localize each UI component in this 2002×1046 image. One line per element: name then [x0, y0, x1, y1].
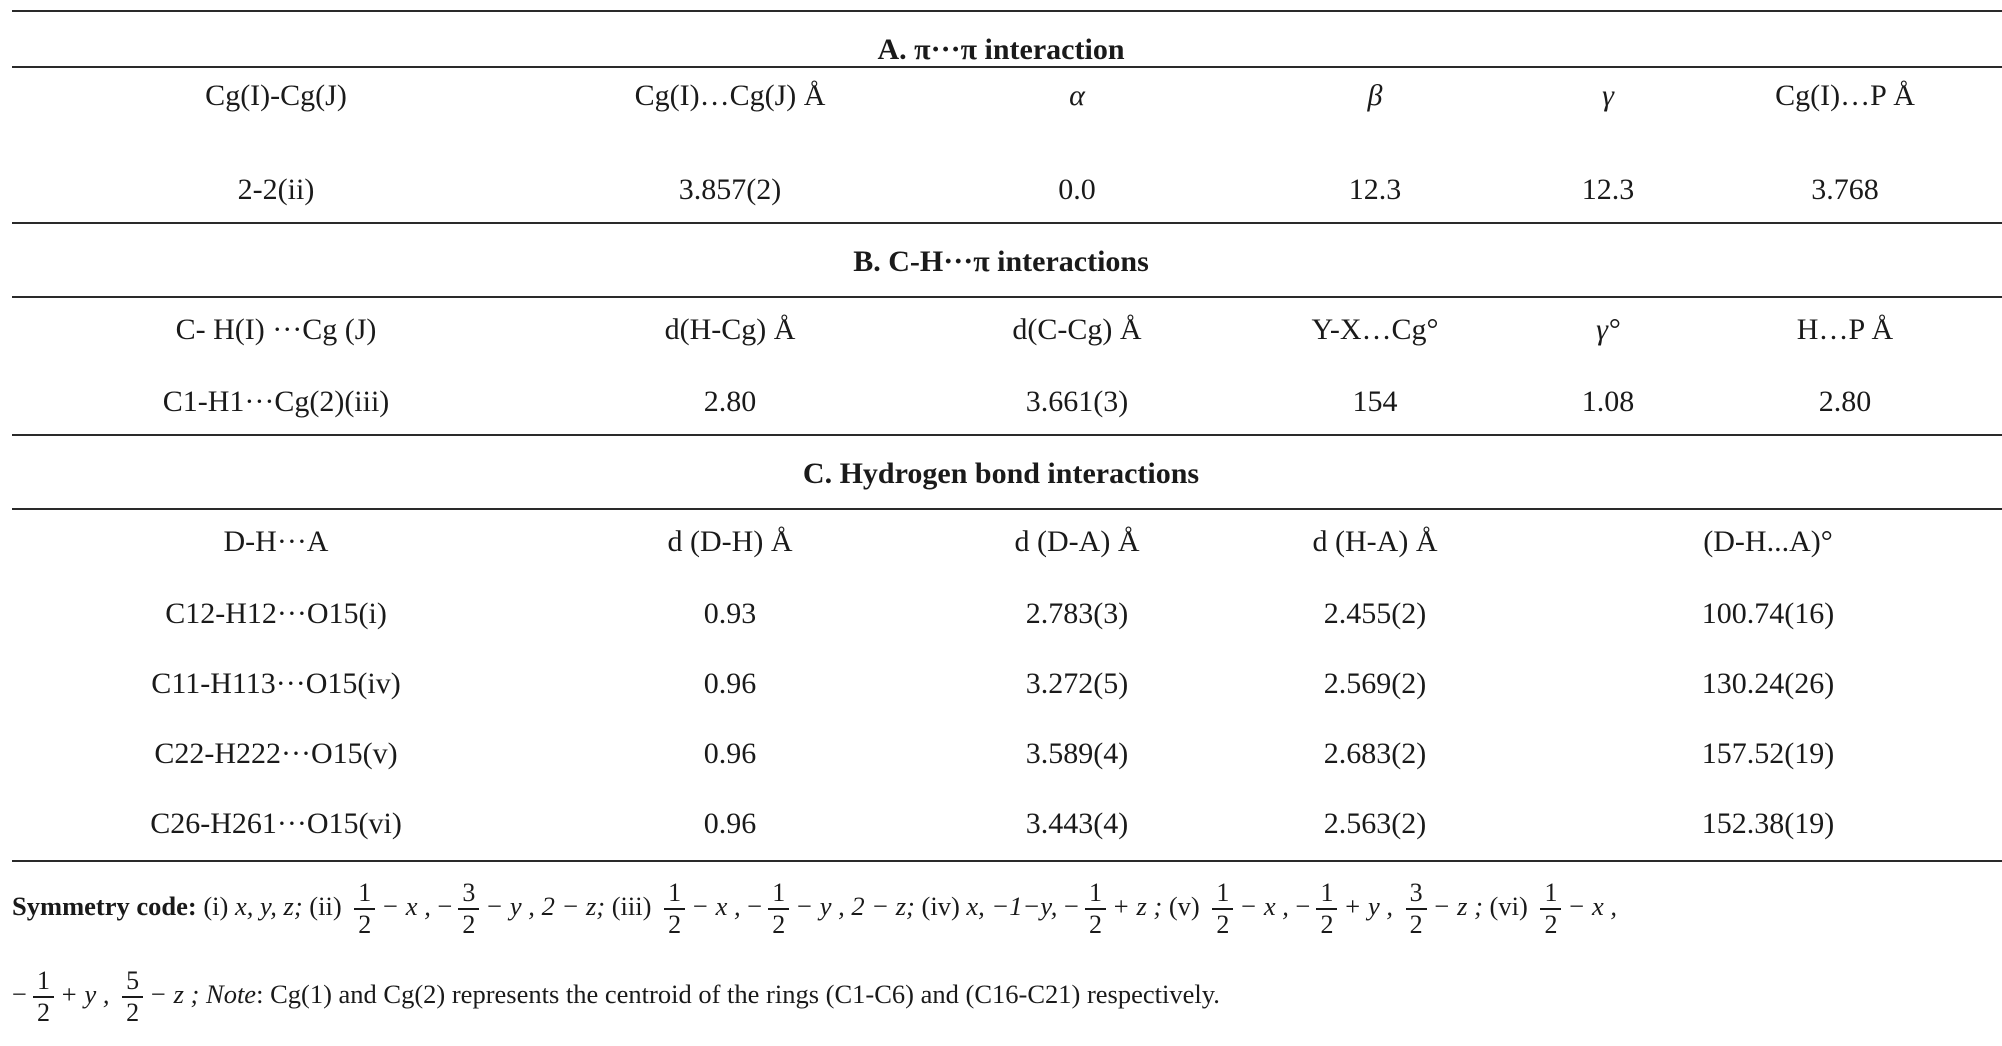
- table-row: [0, 654, 2002, 714]
- table-row: [0, 160, 2002, 220]
- col-header: (D-H...A)°: [1703, 525, 1833, 558]
- table-cell: 0.0: [1058, 173, 1096, 206]
- table-cell: 130.24(26): [1701, 667, 1835, 700]
- table-cell: 100.74(16): [1701, 597, 1835, 630]
- section-b-title: B. C-H···π interactions: [853, 245, 1149, 278]
- table-cell: 2.80: [1818, 385, 1872, 418]
- symmetry-code-label: Symmetry code:: [12, 891, 197, 922]
- table-a-header-row: [0, 66, 2002, 126]
- section-b-rule: [12, 296, 2002, 298]
- section-b-top-rule: [12, 222, 2002, 224]
- section-c-title: C. Hydrogen bond interactions: [802, 457, 1200, 490]
- sym-i-tag: (i): [203, 891, 229, 922]
- col-header: Y-X…Cg°: [1311, 313, 1439, 346]
- table-cell: 2.569(2): [1323, 667, 1427, 700]
- table-cell: 12.3: [1581, 173, 1635, 206]
- table-cell: 154: [1352, 385, 1398, 418]
- symmetry-code-line-1: Symmetry code: (i) x, y, z; (ii) $\frac{1}{2}$ − x , − $\frac{3}{2}$ − y , 2 − z; (iii) $\frac{1}{2}$ − x , − $\frac{1}{2}$ − y , 2 − z; (iv) x, −1−y, − $\frac{1}{2}$ + z ; (v) $\frac{1}{2}$ − x , − $\frac{1}{2}$ + y , $\frac{3}{2}$ − z ; (vi) $\frac{1}{2}$ − x ,: [12, 878, 1617, 939]
- col-header: γ°: [1596, 313, 1620, 346]
- bottom-rule: [12, 860, 2002, 862]
- section-a-title: A. π···π interaction: [877, 33, 1125, 66]
- sym-iii-tag: (iii): [611, 891, 652, 922]
- col-header: H…P Å: [1796, 313, 1894, 346]
- fraction: $\frac{1}{2}$: [768, 878, 789, 940]
- fraction: $\frac{1}{2}$: [664, 878, 685, 940]
- table-row: [0, 724, 2002, 784]
- table-cell: 3.661(3): [1025, 385, 1129, 418]
- col-header: Cg(I)…Cg(J) Å: [634, 79, 826, 112]
- table-cell: 3.589(4): [1025, 737, 1129, 770]
- table-row: [0, 584, 2002, 644]
- table-cell: 2-2(ii): [237, 173, 315, 206]
- table-cell: 3.857(2): [678, 173, 782, 206]
- section-c-rule: [12, 508, 2002, 510]
- table-cell: 2.563(2): [1323, 807, 1427, 840]
- table-b-header-row: [0, 300, 2002, 360]
- sym-iv-tag: (iv): [921, 891, 960, 922]
- col-header: d(H-Cg) Å: [664, 313, 796, 346]
- fraction: $\frac{1}{2}$: [33, 966, 54, 1028]
- sym-ii-tag: (ii): [309, 891, 342, 922]
- table-cell: 3.272(5): [1025, 667, 1129, 700]
- col-header: d(C-Cg) Å: [1012, 313, 1142, 346]
- fraction: $\frac{5}{2}$: [122, 966, 143, 1028]
- table-row: [0, 372, 2002, 432]
- table-cell: 152.38(19): [1701, 807, 1835, 840]
- note-text: : Cg(1) and Cg(2) represents the centroid of the rings (C1-C6) and (C16-C21) respectively.: [256, 979, 1220, 1010]
- table-cell: C26-H261···O15(vi): [150, 807, 402, 840]
- table-cell: 1.08: [1581, 385, 1635, 418]
- fraction: $\frac{1}{2}$: [1085, 878, 1106, 940]
- col-header: d (D-H) Å: [667, 525, 793, 558]
- table-cell: 2.683(2): [1323, 737, 1427, 770]
- symmetry-code-line-2: − $\frac{1}{2}$ + y , $\frac{5}{2}$ − z ; Note: Cg(1) and Cg(2) represents the centroid of the rings (C1-C6) and (C16-C21) respectively.: [12, 966, 1220, 1027]
- table-c-header-row: [0, 512, 2002, 572]
- col-header: α: [1069, 79, 1085, 112]
- col-header: D-H···A: [223, 525, 329, 558]
- table-cell: 12.3: [1348, 173, 1402, 206]
- fraction: $\frac{1}{2}$: [1212, 878, 1233, 940]
- table-cell: 0.93: [703, 597, 757, 630]
- col-header: β: [1367, 79, 1383, 112]
- table-cell: 157.52(19): [1701, 737, 1835, 770]
- section-c-top-rule: [12, 434, 2002, 436]
- col-header: C- H(I) ···Cg (J): [175, 313, 377, 346]
- fraction: $\frac{1}{2}$: [1540, 878, 1561, 940]
- sym-v-tag: (v): [1168, 891, 1200, 922]
- fraction: $\frac{3}{2}$: [458, 878, 479, 940]
- table-cell: 2.783(3): [1025, 597, 1129, 630]
- table-cell: C1-H1···Cg(2)(iii): [162, 385, 390, 418]
- note-label: Note: [206, 979, 257, 1010]
- top-rule: [12, 10, 2002, 12]
- table-row: [0, 794, 2002, 854]
- col-header: d (D-A) Å: [1014, 525, 1140, 558]
- fraction: $\frac{1}{2}$: [354, 878, 375, 940]
- table-cell: C12-H12···O15(i): [165, 597, 387, 630]
- sym-vi-tag: (vi): [1489, 891, 1528, 922]
- table-cell: 3.768: [1811, 173, 1879, 206]
- col-header: γ: [1602, 79, 1614, 112]
- table-cell: 2.455(2): [1323, 597, 1427, 630]
- col-header: d (H-A) Å: [1312, 525, 1438, 558]
- fraction: $\frac{3}{2}$: [1406, 878, 1427, 940]
- col-header: Cg(I)…P Å: [1775, 79, 1915, 112]
- fraction: $\frac{1}{2}$: [1316, 878, 1337, 940]
- table-cell: 3.443(4): [1025, 807, 1129, 840]
- table-cell: 0.96: [703, 667, 757, 700]
- table-cell: 0.96: [703, 807, 757, 840]
- table-cell: 0.96: [703, 737, 757, 770]
- sym-i-expr: x, y, z;: [234, 891, 303, 922]
- col-header: Cg(I)-Cg(J): [205, 79, 347, 112]
- table-cell: C22-H222···O15(v): [154, 737, 398, 770]
- table-cell: 2.80: [703, 385, 757, 418]
- table-cell: C11-H113···O15(iv): [151, 667, 401, 700]
